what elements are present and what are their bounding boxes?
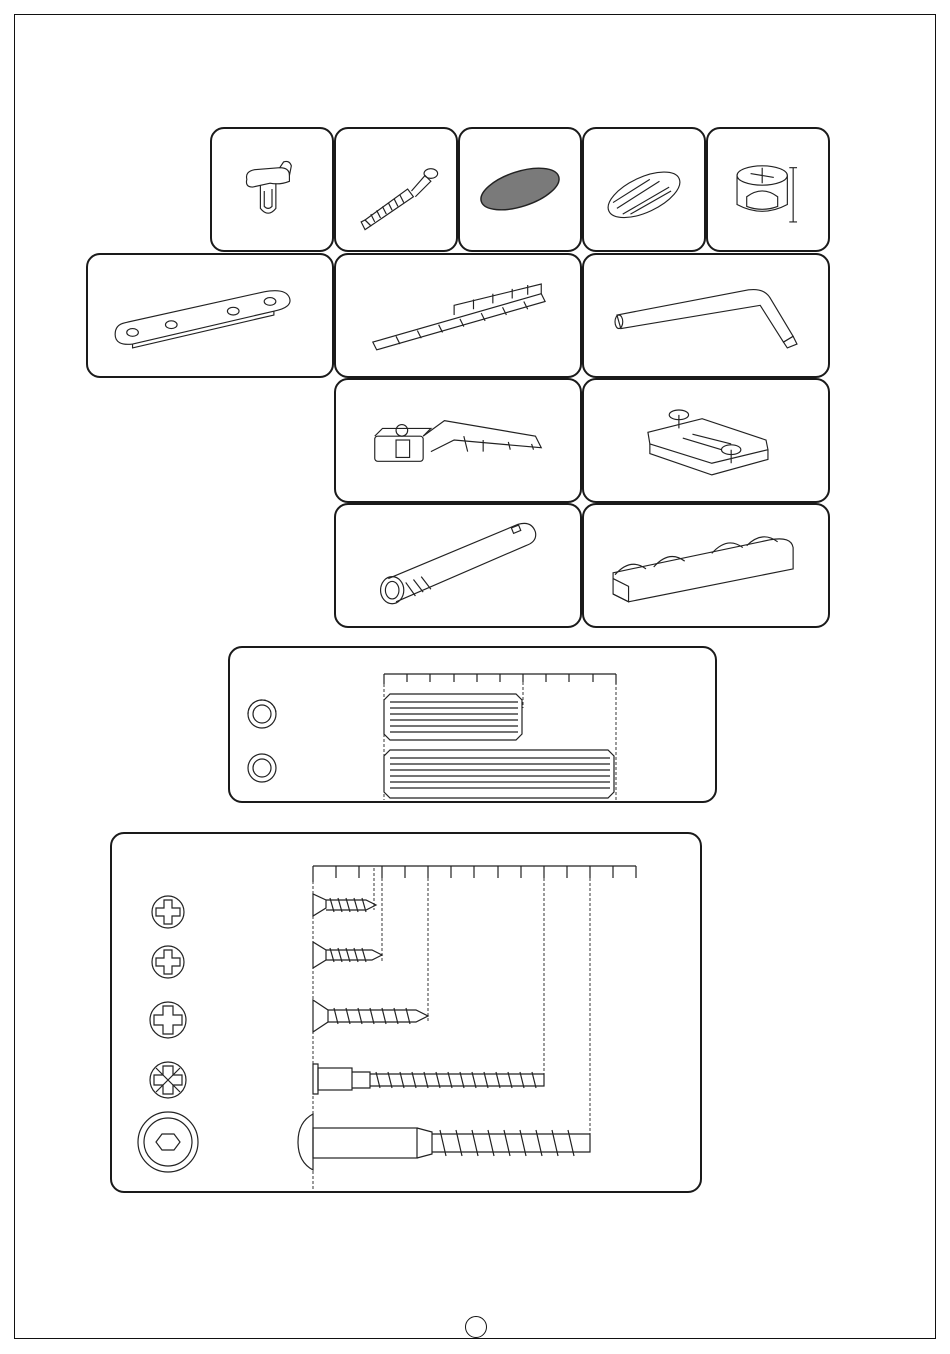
wooden-dowel-long-icon	[248, 750, 614, 798]
connecting-plate-icon	[88, 255, 332, 376]
part-tile-hinge	[334, 378, 582, 503]
part-tile-clear-bumper	[582, 127, 706, 252]
screw-long-icon	[150, 1000, 428, 1038]
cam-lock-icon	[708, 129, 828, 250]
cam-dowel-bolt-icon	[336, 129, 456, 250]
clear-bumper-icon	[584, 129, 704, 250]
connector-bolt-icon	[138, 1112, 590, 1172]
hinge-icon	[336, 380, 580, 501]
screw-medium-icon	[152, 942, 382, 978]
ruler-dowels	[384, 674, 616, 800]
part-tile-felt-pad	[458, 127, 582, 252]
part-tile-cable-clip	[582, 503, 830, 628]
part-tile-cam-dowel	[334, 127, 458, 252]
hinge-mounting-plate-icon	[584, 380, 828, 501]
screw-diagram	[110, 832, 702, 1193]
part-tile-connecting-plate	[86, 253, 334, 378]
wooden-dowel-short-icon	[248, 694, 522, 740]
shelf-support-icon	[212, 129, 332, 250]
part-tile-shim-strip	[334, 253, 582, 378]
part-tile-allen-key	[582, 253, 830, 378]
page-number-circle	[465, 1316, 487, 1338]
screw-short-icon	[152, 894, 376, 928]
cable-clip-icon	[584, 505, 828, 626]
push-latch-icon	[336, 505, 580, 626]
euro-screw-icon	[150, 1062, 544, 1098]
dowel-diagram	[228, 646, 717, 803]
shim-wedge-strip-icon	[336, 255, 580, 376]
felt-pad-icon	[460, 129, 580, 250]
part-tile-hinge-plate	[582, 378, 830, 503]
part-tile-cam-lock	[706, 127, 830, 252]
part-tile-push-latch	[334, 503, 582, 628]
part-tile-shelf-support	[210, 127, 334, 252]
allen-key-icon	[584, 255, 828, 376]
